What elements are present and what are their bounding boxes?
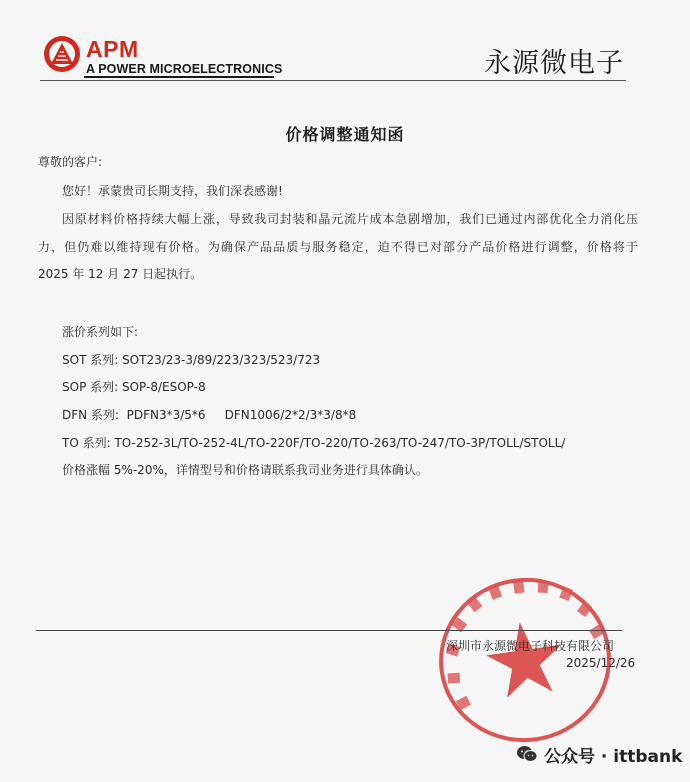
signature-divider [36, 630, 622, 631]
header-divider [40, 80, 626, 81]
greeting: 您好！承蒙贵司长期支持，我们深表感谢! [62, 184, 283, 198]
body-line: 因原材料价格持续大幅上涨，导致我司封装和晶元流片成本急剧增加，我们已通过内部优化全力消化压 [62, 212, 638, 226]
brand-tagline: A POWER MICROELECTRONICS [86, 62, 283, 76]
body-line: 2025 年 12 月 27 日起执行。 [38, 267, 203, 281]
series-item-sop: SOP 系列: SOP-8/ESOP-8 [62, 380, 206, 394]
signature-company: 深圳市永源微电子科技有限公司 [446, 639, 615, 653]
apm-logo-icon [42, 34, 82, 74]
footer-watermark [516, 742, 682, 766]
body-line: 力，但仍难以维持现有价格。为确保产品品质与服务稳定，迫不得已对部分产品价格进行调整，价格将于 [38, 240, 638, 254]
company-name-cn: 永源微电子 [484, 48, 624, 79]
signature-date: 2025/12/26 [566, 656, 636, 670]
series-item-dfn: DFN 系列: PDFN3*3/5*6 DFN1006/2*2/3*3/8*8 [62, 408, 357, 422]
footer-text: 公众号 · ittbank [544, 746, 683, 767]
series-item-to: TO 系列: TO-252-3L/TO-252-4L/TO-220F/TO-220/TO-263/TO-247/TO-3P/TOLL/STOLL/ [62, 436, 566, 450]
series-list-title: 涨价系列如下: [62, 325, 139, 339]
price-increase-note: 价格涨幅 5%-20%，详情型号和价格请联系我司业务进行具体确认。 [62, 463, 428, 477]
salutation: 尊敬的客户: [38, 155, 103, 169]
wechat-icon [516, 745, 538, 763]
brand-name: APM [86, 36, 139, 62]
brand-underline [84, 76, 274, 78]
series-item-sot: SOT 系列: SOT23/23-3/89/223/323/523/723 [62, 353, 321, 367]
notice-title: 价格调整通知函 [285, 125, 405, 144]
